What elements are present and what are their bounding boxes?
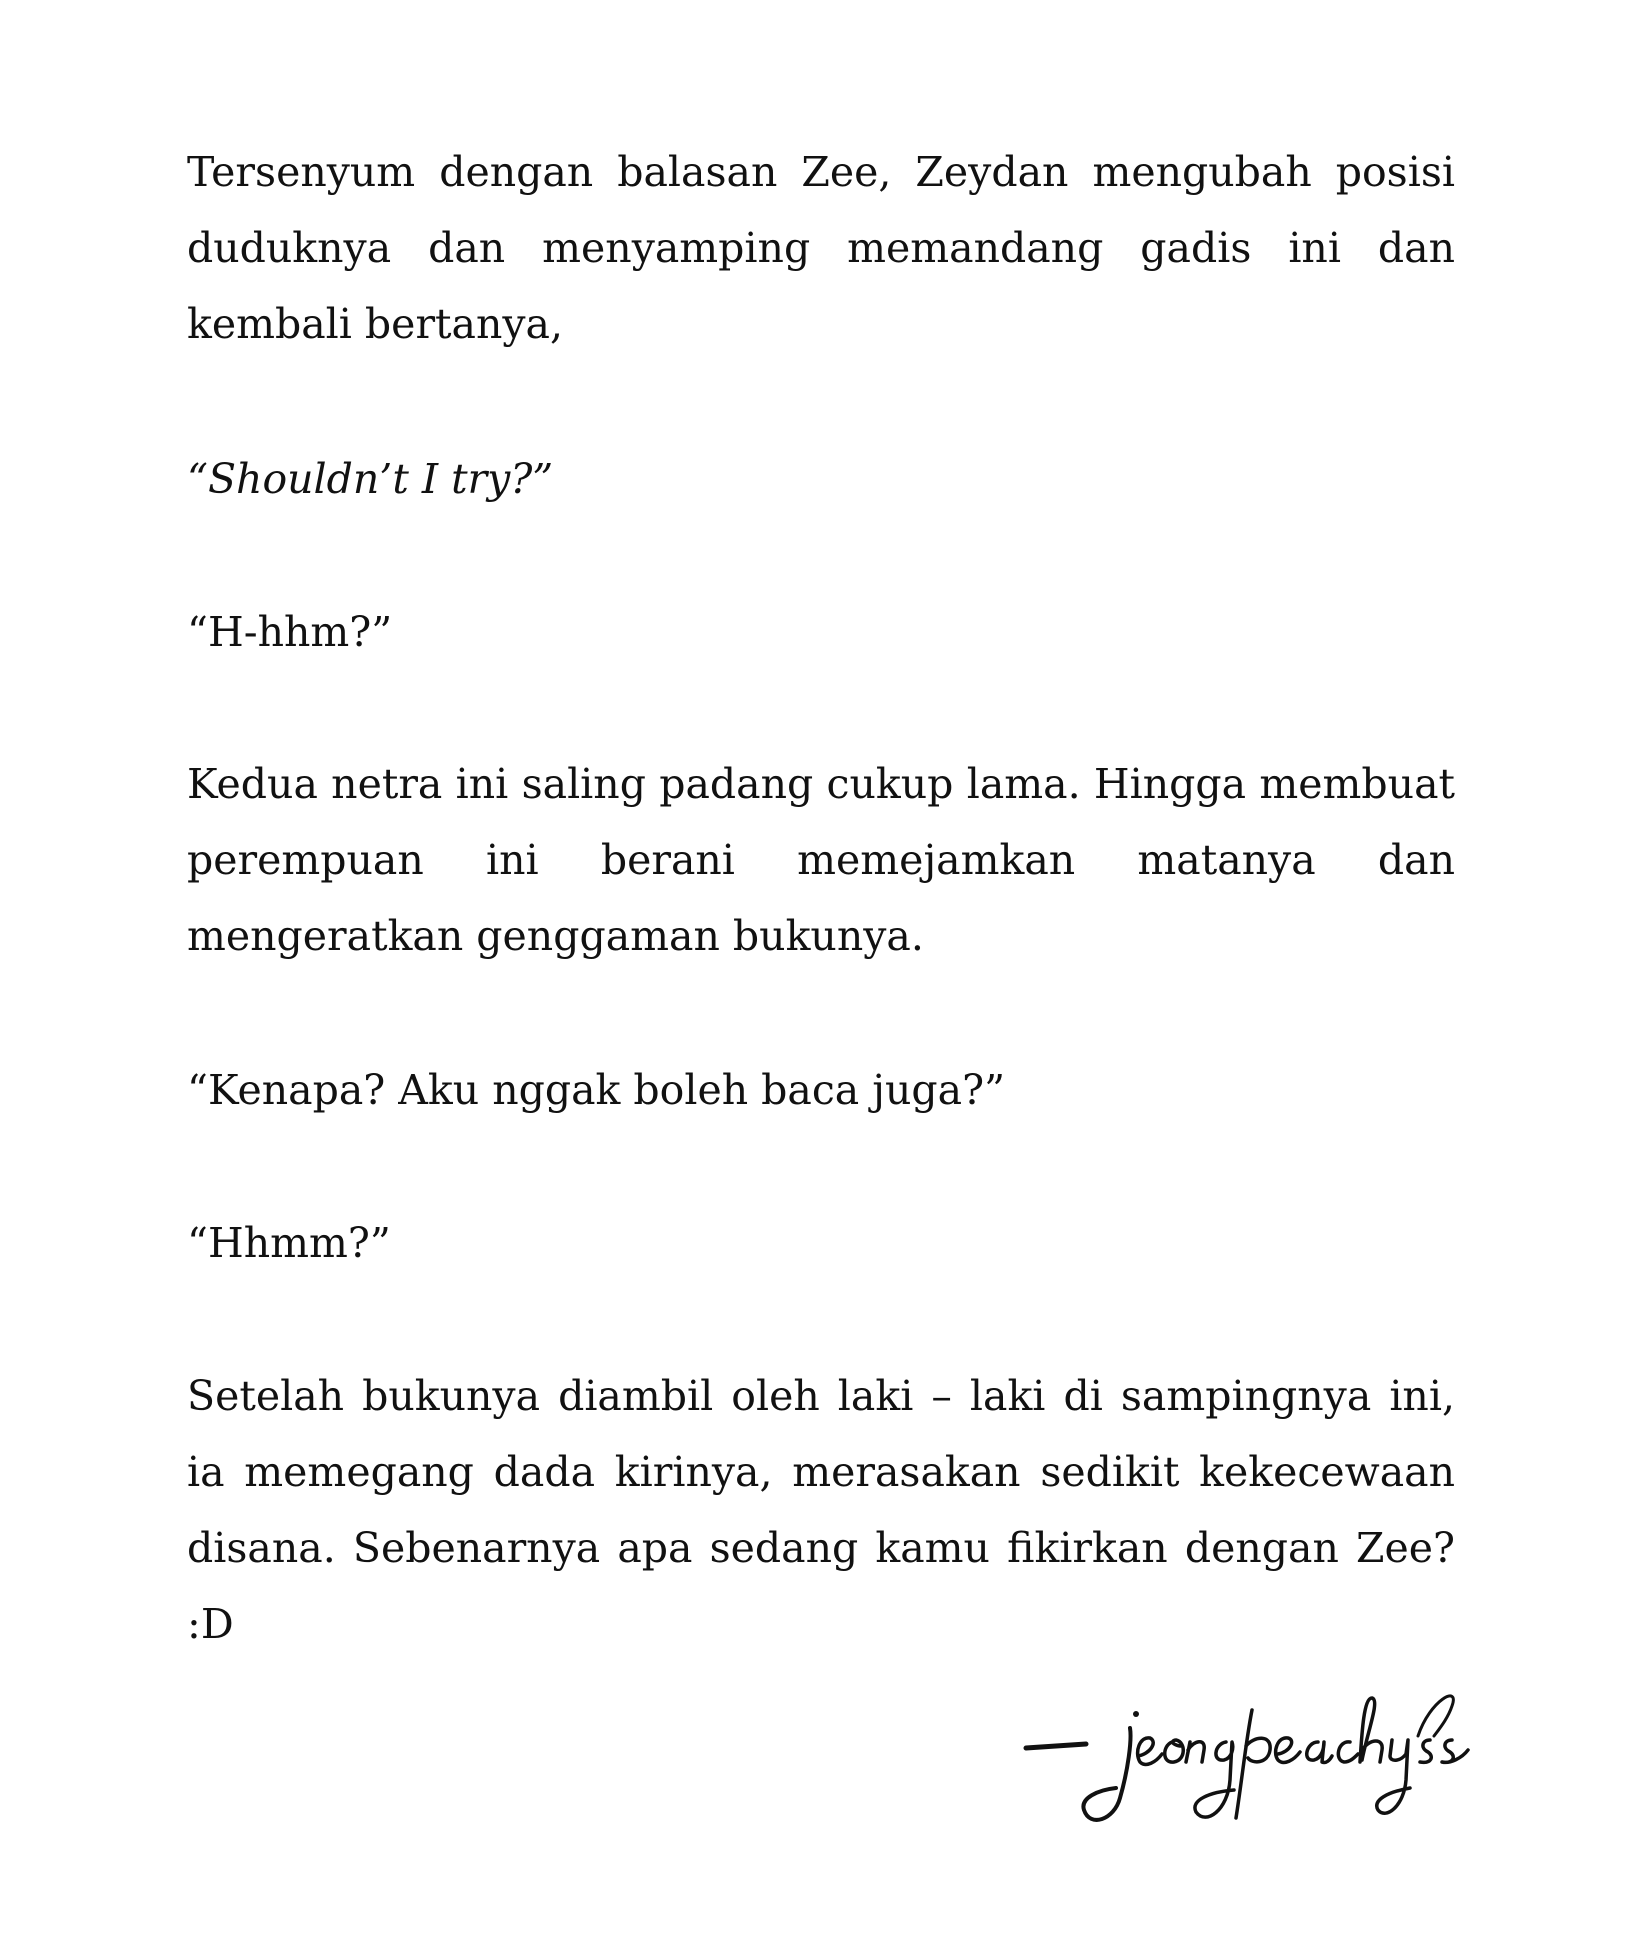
signature-letter-a — [1307, 1742, 1332, 1763]
signature-letter-j — [1083, 1728, 1130, 1820]
paragraph-1: Tersenyum dengan balasan Zee, Zeydan mengubah posisi duduknya dan menyamping memandang gadis ini dan kembali bertanya, — [187, 148, 1455, 348]
handwritten-signature — [1020, 1670, 1480, 1840]
paragraph-7: Setelah bukunya diambil oleh laki – laki di sampingnya ini, ia memegang dada kirinya, merasakan sedikit kekecewaan disana. Sebenarnya apa sedang kamu fikirkan dengan Zee? :D — [187, 1372, 1455, 1648]
signature-letter-s2 — [1442, 1740, 1468, 1762]
signature-letter-p — [1236, 1710, 1270, 1818]
signature-letter-s1 — [1420, 1740, 1431, 1762]
paragraph-2-quote-italic: “Shouldn’t I try?” — [187, 455, 554, 503]
signature-letter-h — [1360, 1698, 1382, 1762]
signature-letter-g — [1195, 1742, 1234, 1817]
signature-letter-c — [1338, 1742, 1358, 1762]
signature-letter-o — [1165, 1740, 1184, 1762]
signature-flourish — [1418, 1696, 1453, 1736]
signature-letter-e2 — [1276, 1738, 1300, 1763]
paragraph-6-quote: “Hhmm?” — [187, 1219, 391, 1267]
paragraph-5-quote: “Kenapa? Aku nggak boleh baca juga?” — [187, 1066, 1006, 1114]
signature-letter-e — [1138, 1738, 1162, 1765]
signature-dash — [1026, 1744, 1086, 1748]
signature-letter-n — [1186, 1742, 1204, 1762]
paragraph-4: Kedua netra ini saling padang cukup lama. Hingga membuat perempuan ini berani memejamkan matanya dan mengeratkan genggaman bukunya. — [187, 760, 1455, 960]
paragraph-3-quote: “H-hhm?” — [187, 608, 393, 656]
